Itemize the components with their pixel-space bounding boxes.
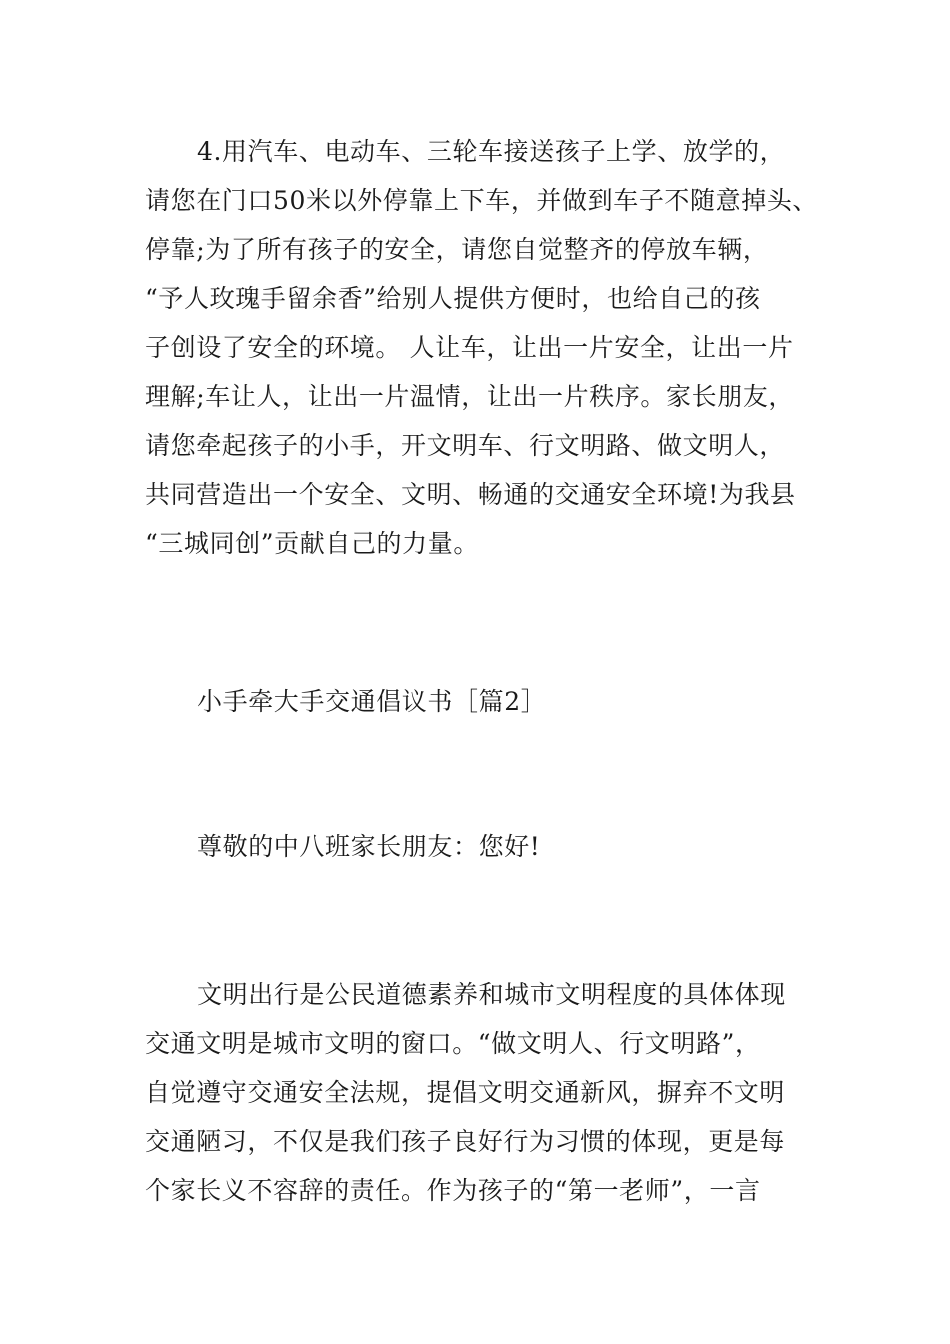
text-line: 共同营造出一个安全、文明、畅通的交通安全环境!为我县 [145,480,796,509]
text-line: 文明出行是公民道德素养和城市文明程度的具体体现 [197,980,786,1009]
text-line: 自觉遵守交通安全法规，提倡文明交通新风，摒弃不文明 [145,1078,786,1107]
text-line: 理解;车让人，让出一片温情，让出一片秩序。家长朋友， [145,382,795,411]
text-line: 4.用汽车、电动车、三轮车接送孩子上学、放学的， [197,137,786,166]
section-heading [145,677,845,726]
text-line: 交通陋习，不仅是我们孩子良好行为习惯的体现，更是每 [145,1127,786,1156]
text-line: “三城同创”贡献自己的力量。 [145,529,479,558]
text-line: 请您牵起孩子的小手，开文明车、行文明路、做文明人， [145,431,786,460]
text-line: 子创设了安全的环境。 人让车，让出一片安全，让出一片 [145,333,794,362]
text-line: 个家长义不容辞的责任。作为孩子的“第一老师”，一言 [145,1176,761,1205]
text-line: 交通文明是城市文明的窗口。“做文明人、行文明路”， [145,1029,761,1058]
greeting-block [145,822,845,871]
paragraph-traffic-advice [145,127,845,568]
paragraph-civilized-travel [145,970,845,1215]
text-line: “予人玫瑰手留余香”给别人提供方便时，也给自己的孩 [145,284,761,313]
text-line: 停靠;为了所有孩子的安全，请您自觉整齐的停放车辆， [145,235,769,264]
section-title: 小手牵大手交通倡议书［篇2］ [197,687,547,716]
text-line: 请您在门口50米以外停靠上下车，并做到车子不随意掉头、 [145,186,819,215]
greeting-text: 尊敬的中八班家长朋友：您好! [197,832,541,861]
